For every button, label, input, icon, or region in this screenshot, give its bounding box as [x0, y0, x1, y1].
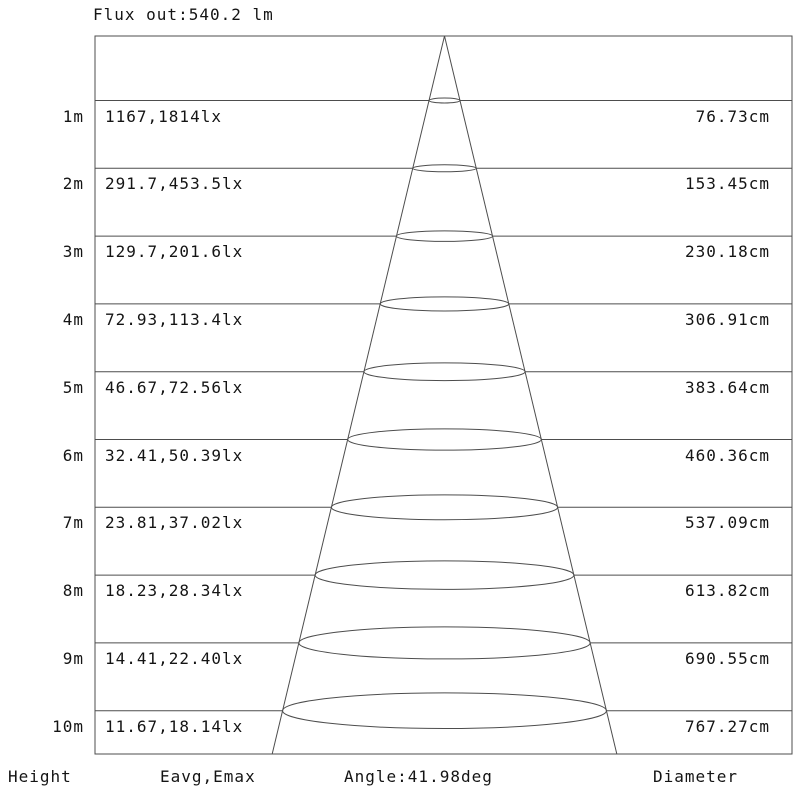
eavg-emax-value: 23.81,37.02lx: [105, 513, 244, 533]
beam-ellipse: [413, 165, 477, 172]
footer-eavg-emax-label: Eavg,Emax: [160, 767, 256, 786]
height-label: 8m: [62, 581, 84, 601]
height-label: 3m: [62, 242, 84, 262]
beam-ellipse: [315, 561, 574, 589]
diameter-value: 76.73cm: [695, 106, 770, 126]
diameter-value: 613.82cm: [684, 581, 770, 601]
eavg-emax-value: 11.67,18.14lx: [105, 716, 244, 736]
diameter-value: 230.18cm: [684, 242, 770, 262]
beam-ellipse: [396, 231, 492, 242]
diameter-value: 690.55cm: [684, 648, 770, 668]
diameter-value: 383.64cm: [684, 377, 770, 397]
diameter-value: 537.09cm: [684, 513, 770, 533]
height-label: 2m: [62, 174, 84, 194]
cone-edge-left: [272, 36, 444, 754]
eavg-emax-value: 129.7,201.6lx: [105, 242, 244, 262]
beam-ellipse: [380, 297, 509, 311]
beam-ellipse: [364, 363, 525, 381]
beam-ellipse: [348, 429, 542, 450]
beam-ellipse: [299, 627, 590, 659]
beam-ellipse: [331, 495, 557, 520]
eavg-emax-value: 1167,1814lx: [105, 106, 222, 126]
diameter-value: 767.27cm: [684, 716, 770, 736]
height-label: 10m: [52, 716, 84, 736]
eavg-emax-value: 291.7,453.5lx: [105, 174, 244, 194]
eavg-emax-value: 72.93,113.4lx: [105, 309, 244, 329]
footer-beam-angle-label: Angle:41.98deg: [344, 767, 493, 786]
height-label: 7m: [62, 513, 84, 533]
eavg-emax-value: 32.41,50.39lx: [105, 445, 244, 465]
beam-ellipse: [429, 98, 460, 103]
beam-ellipse: [283, 693, 607, 729]
diameter-value: 306.91cm: [684, 309, 770, 329]
eavg-emax-value: 18.23,28.34lx: [105, 581, 244, 601]
diameter-value: 153.45cm: [684, 174, 770, 194]
eavg-emax-value: 46.67,72.56lx: [105, 377, 244, 397]
flux-output-title: Flux out:540.2 lm: [93, 5, 274, 24]
height-label: 4m: [62, 309, 84, 329]
footer-height-label: Height: [8, 767, 72, 786]
footer-diameter-label: Diameter: [653, 767, 739, 786]
height-label: 9m: [62, 648, 84, 668]
eavg-emax-value: 14.41,22.40lx: [105, 648, 244, 668]
height-label: 1m: [62, 106, 84, 126]
height-label: 5m: [62, 377, 84, 397]
diameter-value: 460.36cm: [684, 445, 770, 465]
height-label: 6m: [62, 445, 84, 465]
